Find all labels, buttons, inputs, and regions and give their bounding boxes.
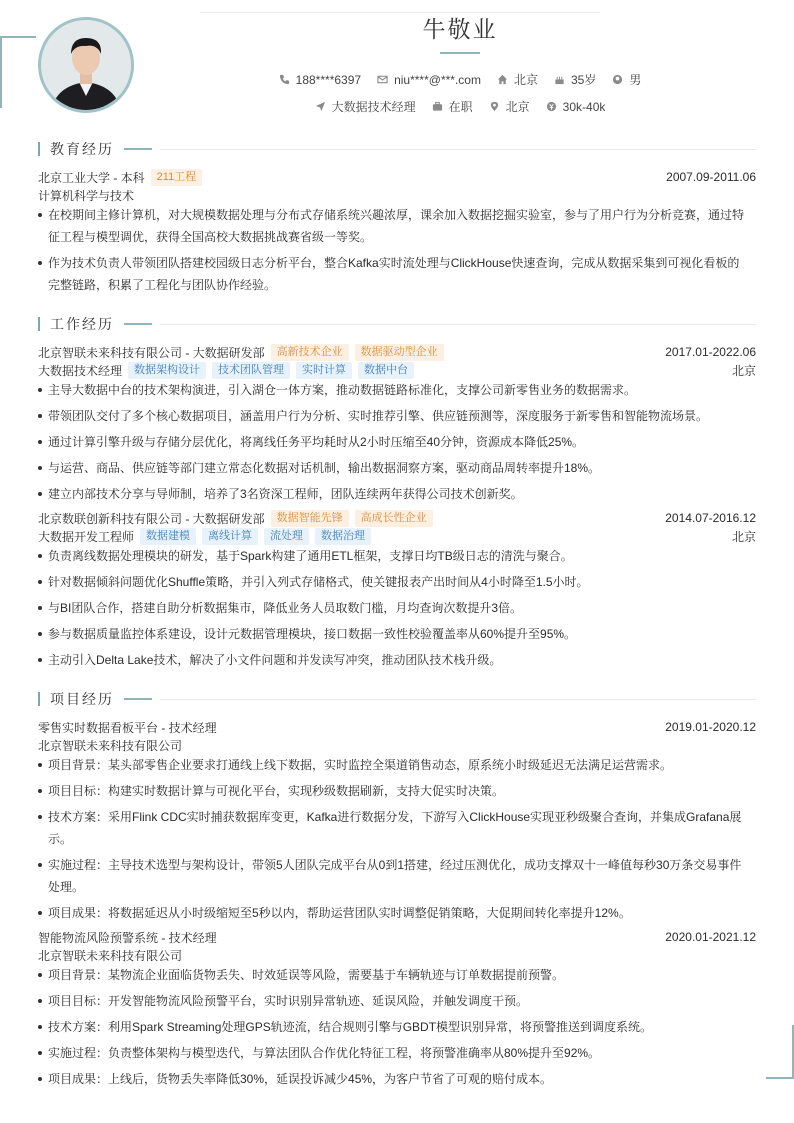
major-row — [38, 186, 756, 204]
job-header — [38, 509, 756, 527]
email-item — [377, 71, 481, 88]
status-text: 在职 — [448, 100, 473, 114]
job-period: 2017.01-2022.06 — [665, 345, 756, 359]
job-role: 大数据开发工程师 — [38, 529, 135, 544]
education-section-title — [38, 140, 756, 158]
list-item: 建立内部技术分享与导师制，培养了3名资深工程师，团队连续两年获得公司技术创新奖。 — [38, 483, 750, 505]
education-header — [38, 168, 756, 186]
job-role: 大数据技术经理 — [38, 363, 123, 378]
home-icon — [497, 74, 508, 85]
list-item: 与运营、商品、供应链等部门建立常态化数据对话机制，输出数据洞察方案，驱动商品周转率提升18%。 — [38, 457, 750, 479]
list-item: 项目成果：上线后，货物丢失率降低30%，延误投诉减少45%，为客户节省了可观的赔付成本。 — [38, 1068, 750, 1090]
list-item: 参与数据质量监控体系建设，设计元数据管理模块，接口数据一致性校验覆盖率从60%提升至95%。 — [38, 623, 750, 645]
gender-item — [612, 71, 641, 88]
section-heading: 教育经历 — [50, 141, 114, 157]
title-divider — [160, 149, 756, 150]
project-period: 2020.01-2021.12 — [665, 930, 756, 944]
target-position-item — [315, 98, 416, 115]
project-company-row — [38, 736, 756, 754]
skill-tag: 数据治理 — [315, 528, 371, 545]
company-tag: 高成长性企业 — [355, 510, 433, 527]
list-item: 针对数据倾斜问题优化Shuffle策略，并引入列式存储格式，使关键报表产出时间从4小时降至1.5小时。 — [38, 571, 750, 593]
skill-tag: 流处理 — [264, 528, 309, 545]
job-city: 北京 — [731, 529, 756, 544]
skill-tag: 技术团队管理 — [212, 362, 290, 379]
skill-tag: 实时计算 — [296, 362, 352, 379]
target-city-item — [489, 98, 530, 115]
gender-text: 男 — [629, 73, 642, 87]
project-company: 北京智联未来科技有限公司 — [38, 738, 183, 753]
target-city-text: 北京 — [505, 100, 530, 114]
company-tag: 高新技术企业 — [271, 344, 349, 361]
salary-item — [546, 98, 606, 115]
corner-decoration — [0, 36, 36, 38]
title-accent-line — [124, 148, 152, 150]
project-company-row — [38, 946, 756, 964]
section-heading: 项目经历 — [50, 691, 114, 707]
title-accent-bar — [38, 142, 40, 156]
list-item: 实施过程：主导技术选型与架构设计，带领5人团队完成平台从0到1搭建，经过压测优化，成功支撑双十一峰值每秒30万条交易事件处理。 — [38, 854, 750, 898]
contact-info-row — [130, 71, 790, 88]
target-position-text: 大数据技术经理 — [331, 100, 416, 114]
email-text: niu****@***.com — [394, 72, 481, 87]
hometown-text: 北京 — [513, 73, 538, 87]
corner-decoration — [766, 1077, 794, 1079]
list-item: 技术方案：利用Spark Streaming处理GPS轨迹流，结合规则引擎与GBDT模型识别异常，将预警推送到调度系统。 — [38, 1016, 750, 1038]
name-underline — [440, 52, 480, 54]
company-name: 北京智联未来科技有限公司 - 大数据研发部 — [38, 345, 265, 360]
list-item: 作为技术负责人带领团队搭建校园级日志分析平台，整合Kafka实时流处理与ClickHouse快速查询，完成从数据采集到可视化看板的完整链路，积累了工程化与团队协作经验。 — [38, 252, 750, 296]
list-item: 项目背景：某物流企业面临货物丢失、时效延误等风险，需要基于车辆轨迹与订单数据提前预警。 — [38, 964, 750, 986]
title-accent-bar — [38, 692, 40, 706]
title-accent-bar — [38, 317, 40, 331]
mail-icon — [377, 74, 388, 85]
cake-icon — [554, 74, 565, 85]
list-item: 实施过程：负责整体架构与模型迭代，与算法团队合作优化特征工程，将预警准确率从80%提升至92%。 — [38, 1042, 750, 1064]
phone-text: 188****6397 — [295, 72, 362, 87]
work-section-title — [38, 315, 756, 333]
age-item — [554, 71, 596, 88]
list-item: 项目背景：某头部零售企业要求打通线上线下数据，实时监控全渠道销售动态，原系统小时级延迟无法满足运营需求。 — [38, 754, 750, 776]
status-item — [432, 98, 473, 115]
avatar — [38, 17, 134, 113]
project-name: 智能物流风险预警系统 - 技术经理 — [38, 930, 217, 945]
list-item: 项目成果：将数据延迟从小时级缩短至5秒以内，帮助运营团队实时调整促销策略，大促期间转化率提升12%。 — [38, 902, 750, 924]
list-item: 负责离线数据处理模块的研发，基于Spark构建了通用ETL框架，支撑日均TB级日志的清洗与聚合。 — [38, 545, 750, 567]
hometown-item — [497, 71, 538, 88]
job-role-row — [38, 527, 756, 545]
list-item: 项目目标：开发智能物流风险预警平台，实时识别异常轨迹、延误风险，并触发调度干预。 — [38, 990, 750, 1012]
company-name: 北京数联创新科技有限公司 - 大数据研发部 — [38, 511, 265, 526]
school-name: 北京工业大学 - 本科 — [38, 170, 145, 185]
money-icon — [546, 101, 557, 112]
section-heading: 工作经历 — [50, 316, 114, 332]
age-text: 35岁 — [570, 73, 597, 87]
briefcase-icon — [432, 101, 443, 112]
projects-section-title — [38, 690, 756, 708]
gender-icon — [612, 74, 623, 85]
candidate-name: 牛敬业 — [422, 16, 498, 42]
job-header — [38, 343, 756, 361]
list-item: 带领团队交付了多个核心数据项目，涵盖用户行为分析、实时推荐引擎、供应链预测等，深度服务于新零售和智能物流场景。 — [38, 405, 750, 427]
name-block — [380, 14, 540, 54]
skill-tag: 数据建模 — [140, 528, 196, 545]
phone-item — [279, 71, 361, 88]
job-intent-row — [130, 98, 790, 115]
salary-text: 30k-40k — [562, 99, 606, 114]
company-tag: 数据驱动型企业 — [355, 344, 444, 361]
phone-icon — [279, 74, 290, 85]
avatar-portrait-icon — [41, 20, 131, 110]
title-accent-line — [124, 698, 152, 700]
project-period: 2019.01-2020.12 — [665, 720, 756, 734]
header-divider — [200, 12, 600, 13]
list-item: 主动引入Delta Lake技术，解决了小文件问题和并发读写冲突，推动团队技术栈升级。 — [38, 649, 750, 671]
project-company: 北京智联未来科技有限公司 — [38, 948, 183, 963]
title-accent-line — [124, 323, 152, 325]
education-period: 2007.09-2011.06 — [666, 170, 756, 184]
location-icon — [489, 101, 500, 112]
job-city: 北京 — [731, 363, 756, 378]
send-icon — [315, 101, 326, 112]
major: 计算机科学与技术 — [38, 188, 135, 203]
corner-decoration — [0, 36, 2, 108]
list-item: 在校期间主修计算机，对大规模数据处理与分布式存储系统兴趣浓厚，课余加入数据挖掘实验室，参与了用户行为分析竞赛，通过特征工程与模型调优，获得全国高校大数据挑战赛省级一等奖。 — [38, 204, 750, 248]
project-name: 零售实时数据看板平台 - 技术经理 — [38, 720, 217, 735]
job-role-row — [38, 361, 756, 379]
school-tag: 211工程 — [151, 169, 203, 186]
list-item: 主导大数据中台的技术架构演进，引入湖仓一体方案，推动数据链路标准化，支撑公司新零售业务的数据需求。 — [38, 379, 750, 401]
list-item: 通过计算引擎升级与存储分层优化，将离线任务平均耗时从2小时压缩至40分钟，资源成本降低25%。 — [38, 431, 750, 453]
skill-tag: 离线计算 — [202, 528, 258, 545]
title-divider — [160, 324, 756, 325]
title-divider — [160, 699, 756, 700]
company-tag: 数据智能先锋 — [271, 510, 349, 527]
project-header — [38, 928, 756, 946]
skill-tag: 数据中台 — [358, 362, 414, 379]
list-item: 与BI团队合作，搭建自助分析数据集市，降低业务人员取数门槛，月均查询次数提升3倍。 — [38, 597, 750, 619]
list-item: 技术方案：采用Flink CDC实时捕获数据库变更，Kafka进行数据分发，下游写入ClickHouse实现亚秒级聚合查询，并集成Grafana展示。 — [38, 806, 750, 850]
list-item: 项目目标：构建实时数据计算与可视化平台，实现秒级数据刷新，支持大促实时决策。 — [38, 780, 750, 802]
project-header — [38, 718, 756, 736]
job-period: 2014.07-2016.12 — [665, 511, 756, 525]
skill-tag: 数据架构设计 — [128, 362, 206, 379]
